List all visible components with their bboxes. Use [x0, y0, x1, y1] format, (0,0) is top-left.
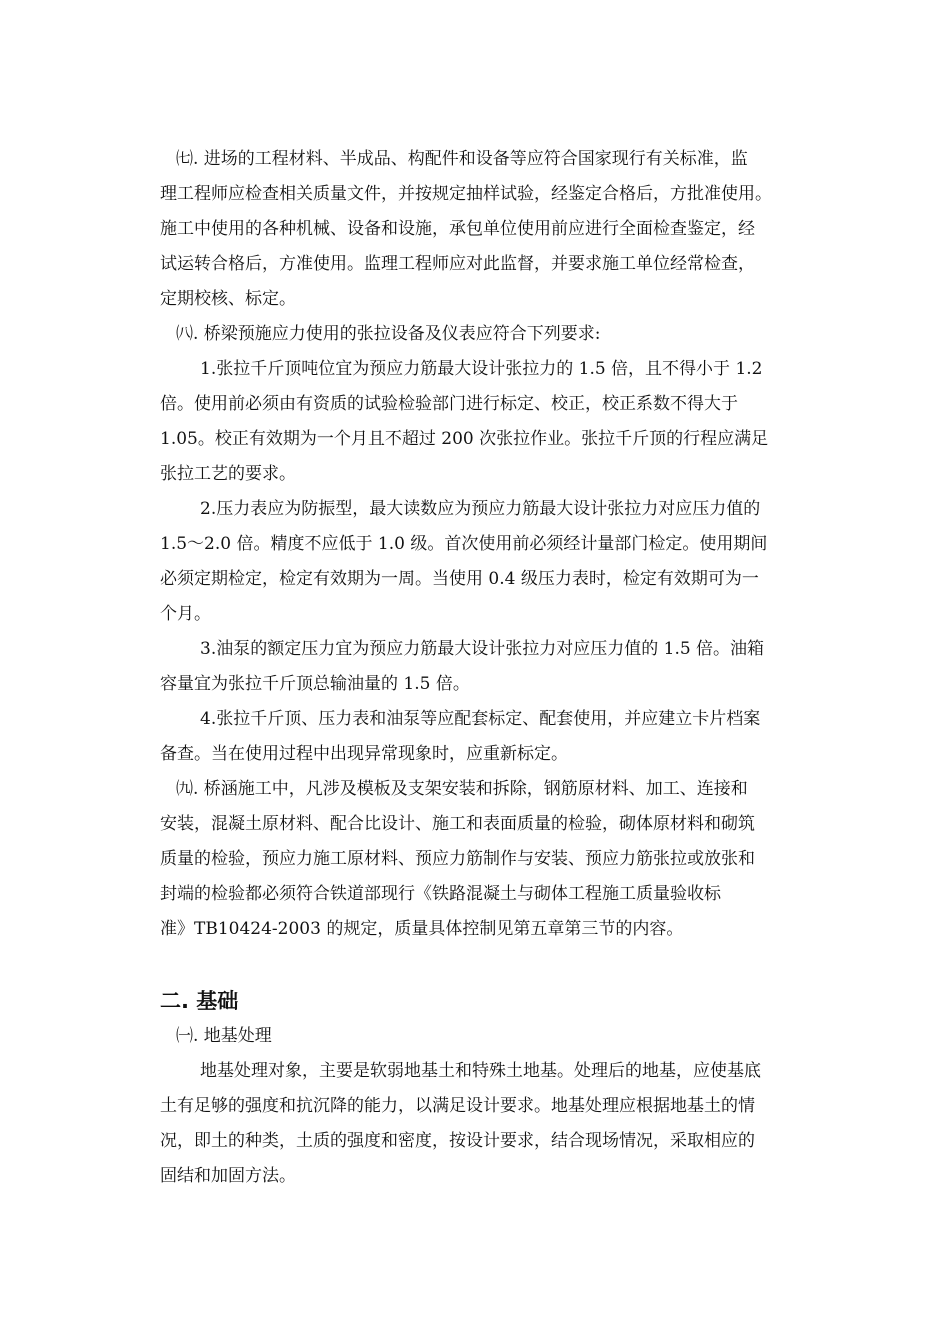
foundation-line-3: 况，即土的种类，土质的强度和密度，按设计要求，结合现场情况，采取相应的 — [160, 1131, 755, 1151]
paragraph-9-line-4: 封端的检验都必须符合铁道部现行《铁路混凝土与砌体工程施工质量验收标 — [160, 884, 721, 904]
item-1-line-3: 1.05。校正有效期为一个月且不超过 200 次张拉作业。张拉千斤顶的行程应满足 — [160, 429, 769, 449]
paragraph-7-line-4: 试运转合格后，方准使用。监理工程师应对此监督，并要求施工单位经常检查， — [160, 254, 755, 274]
foundation-line-4: 固结和加固方法。 — [160, 1166, 296, 1186]
item-1-line-1: 1.张拉千斤顶吨位宜为预应力筋最大设计张拉力的 1.5 倍，且不得小于 1.2 — [200, 359, 763, 379]
paragraph-8-heading: ㈧. 桥梁预施应力使用的张拉设备及仪表应符合下列要求: — [176, 324, 601, 344]
section-heading: 二. 基础 — [160, 989, 239, 1013]
paragraph-7-line-3: 施工中使用的各种机械、设备和设施，承包单位使用前应进行全面检查鉴定，经 — [160, 219, 755, 239]
item-4-line-2: 备查。当在使用过程中出现异常现象时，应重新标定。 — [160, 744, 568, 764]
item-1-line-2: 倍。使用前必须由有资质的试验检验部门进行标定、校正，校正系数不得大于 — [160, 394, 738, 414]
paragraph-9-line-2: 安装，混凝土原材料、配合比设计、施工和表面质量的检验，砌体原材料和砌筑 — [160, 814, 755, 834]
item-4-line-1: 4.张拉千斤顶、压力表和油泵等应配套标定、配套使用，并应建立卡片档案 — [200, 709, 761, 729]
subsection-heading: ㈠. 地基处理 — [176, 1026, 272, 1046]
item-2-line-4: 个月。 — [160, 604, 211, 624]
paragraph-9-line-1: ㈨. 桥涵施工中，凡涉及模板及支架安装和拆除，钢筋原材料、加工、连接和 — [176, 779, 748, 799]
paragraph-9-line-3: 质量的检验，预应力施工原材料、预应力筋制作与安装、预应力筋张拉或放张和 — [160, 849, 755, 869]
paragraph-7-line-1: ㈦. 进场的工程材料、半成品、构配件和设备等应符合国家现行有关标准，监 — [176, 149, 748, 169]
paragraph-7-line-5: 定期校核、标定。 — [160, 289, 296, 309]
foundation-line-1: 地基处理对象，主要是软弱地基土和特殊土地基。处理后的地基，应使基底 — [200, 1061, 761, 1081]
item-2-line-2: 1.5～2.0 倍。精度不应低于 1.0 级。首次使用前必须经计量部门检定。使用期间 — [160, 534, 768, 554]
paragraph-9-line-5: 准》TB10424-2003 的规定，质量具体控制见第五章第三节的内容。 — [160, 919, 684, 939]
item-3-line-1: 3.油泵的额定压力宜为预应力筋最大设计张拉力对应压力值的 1.5 倍。油箱 — [200, 639, 765, 659]
paragraph-7-line-2: 理工程师应检查相关质量文件，并按规定抽样试验，经鉴定合格后，方批准使用。 — [160, 184, 772, 204]
item-2-line-3: 必须定期检定，检定有效期为一周。当使用 0.4 级压力表时，检定有效期可为一 — [160, 569, 759, 589]
item-2-line-1: 2.压力表应为防振型，最大读数应为预应力筋最大设计张拉力对应压力值的 — [200, 499, 761, 519]
foundation-line-2: 土有足够的强度和抗沉降的能力，以满足设计要求。地基处理应根据地基土的情 — [160, 1096, 755, 1116]
item-3-line-2: 容量宜为张拉千斤顶总输油量的 1.5 倍。 — [160, 674, 470, 694]
item-1-line-4: 张拉工艺的要求。 — [160, 464, 296, 484]
